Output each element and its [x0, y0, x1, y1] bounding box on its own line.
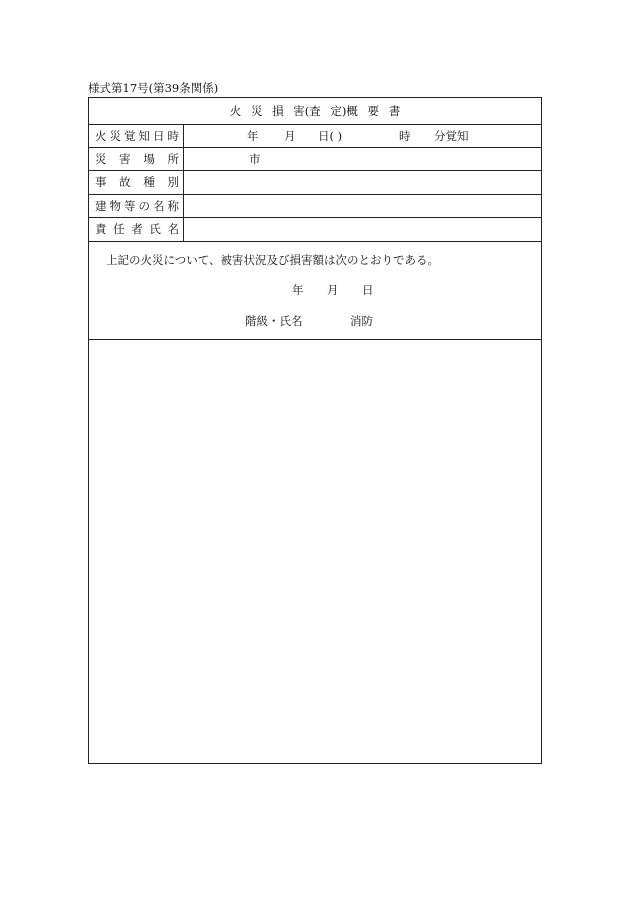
divider [89, 217, 541, 218]
accident-type-field[interactable] [189, 175, 537, 189]
declaration-text: 上記の火災について、被害状況及び損害額は次のとおりである。 [106, 253, 440, 267]
divider [89, 147, 541, 148]
discovery-hour-field[interactable]: 時 [399, 129, 411, 143]
divider [89, 241, 541, 242]
location-city-field[interactable]: 市 [249, 152, 261, 166]
declaration-month-field[interactable]: 月 [327, 283, 339, 297]
responsible-person-field[interactable] [189, 222, 537, 236]
damage-details-area[interactable] [93, 344, 537, 759]
label-column-divider [183, 124, 184, 241]
accident-type-label: 事故種別 [95, 175, 179, 189]
divider [89, 170, 541, 171]
rank-name-label: 階級・氏名 [245, 314, 303, 328]
fire-department-label: 消防 [350, 314, 373, 328]
building-name-label: 建物等の名称 [95, 199, 179, 213]
discovery-minute-field[interactable]: 分覚知 [434, 129, 469, 143]
declaration-day-field[interactable]: 日 [362, 283, 374, 297]
divider [89, 124, 541, 125]
responsible-person-label: 責任者氏名 [95, 222, 179, 236]
discovery-year-field[interactable]: 年 [247, 129, 259, 143]
declaration-year-field[interactable]: 年 [292, 283, 304, 297]
discovery-month-field[interactable]: 月 [284, 129, 296, 143]
divider [89, 339, 541, 340]
discovery-day-field[interactable]: 日( ) [318, 129, 343, 143]
disaster-location-label: 災害場所 [95, 152, 179, 166]
form-title: 火 災 損 害(査 定)概 要 書 [229, 104, 401, 118]
fire-discovery-time-label: 火災覚知日時 [95, 129, 179, 143]
damage-summary-form [88, 97, 542, 764]
form-number: 様式第17号(第39条関係) [88, 81, 219, 95]
divider [89, 194, 541, 195]
building-name-field[interactable] [189, 199, 537, 213]
